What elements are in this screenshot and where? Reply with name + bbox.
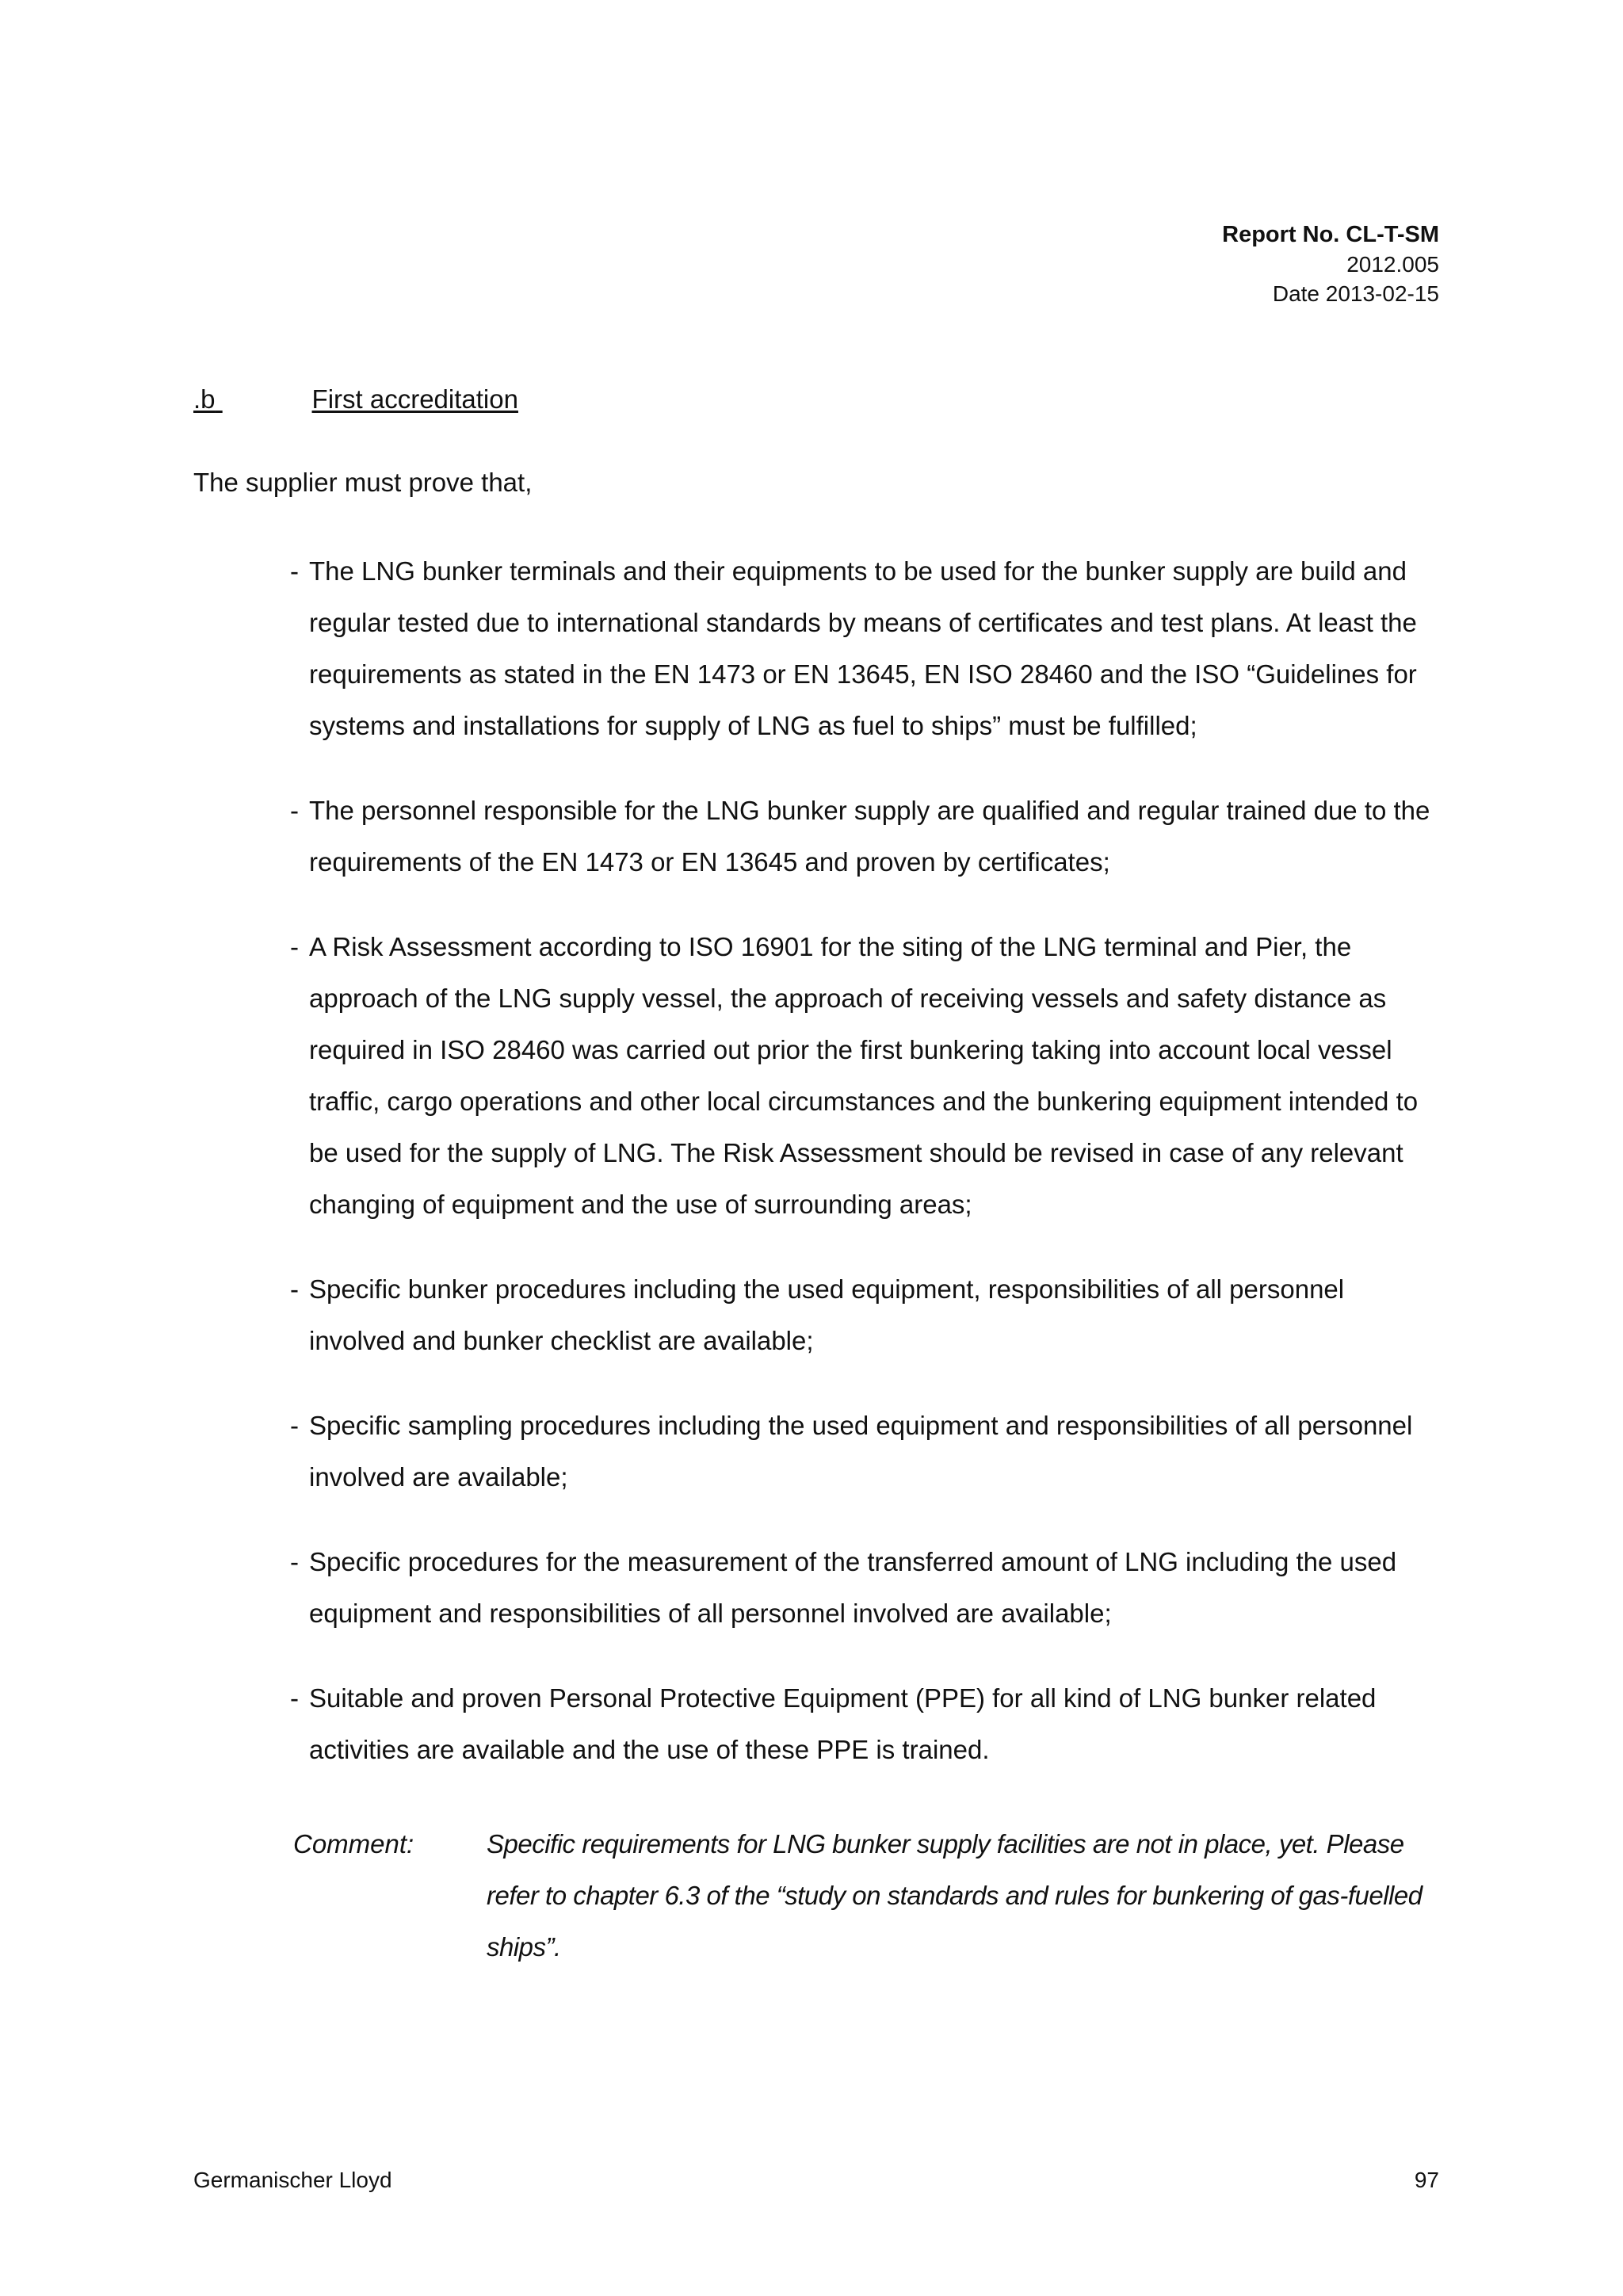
section-number: .b xyxy=(193,384,216,414)
list-item xyxy=(290,921,1447,1230)
footer-organization: Germanischer Lloyd xyxy=(193,2168,392,2192)
list-item xyxy=(290,1263,1447,1366)
bullet-dash: - xyxy=(290,1411,299,1440)
comment-block xyxy=(293,1818,1450,1973)
intro-text: The supplier must prove that, xyxy=(193,468,533,497)
requirement-text: Specific bunker procedures including the used equipment, responsibilities of all personnel involved and bunker checklist are available; xyxy=(309,1274,1345,1355)
page-number: 97 xyxy=(1414,2168,1439,2192)
report-number: Report No. CL-T-SM xyxy=(1222,222,1439,247)
list-item xyxy=(290,1400,1447,1503)
section-title: First accreditation xyxy=(311,384,518,414)
report-header xyxy=(1222,220,1439,308)
list-item xyxy=(290,1536,1447,1639)
list-item xyxy=(290,785,1447,888)
bullet-dash: - xyxy=(290,556,299,586)
bullet-dash: - xyxy=(290,1547,299,1576)
requirement-text: The personnel responsible for the LNG bunker supply are qualified and regular trained due to the requirements of the EN 1473 or EN 13645 and proven by certificates; xyxy=(309,796,1430,877)
section-heading xyxy=(193,384,518,415)
requirement-text: The LNG bunker terminals and their equipments to be used for the bunker supply are build and regular tested due to international standards by means of certificates and test plans. At least the requirements as stated in the EN 1473 or EN 13645, EN ISO 28460 and the ISO “Guidelines for systems and installations for supply of LNG as fuel to ships” must be fulfilled; xyxy=(309,556,1417,740)
requirement-text: Suitable and proven Personal Protective Equipment (PPE) for all kind of LNG bunker related activities are available and the use of these PPE is trained. xyxy=(309,1683,1377,1764)
section-heading-gap xyxy=(216,384,312,415)
comment-label: Comment: xyxy=(293,1829,414,1859)
bullet-dash: - xyxy=(290,796,299,825)
requirements-list xyxy=(290,545,1447,1809)
report-number-continued: 2012.005 xyxy=(1346,252,1439,277)
requirement-text: Specific procedures for the measurement of the transferred amount of LNG including the used equipment and responsibilities of all personnel involved are available; xyxy=(309,1547,1397,1628)
comment-text: Specific requirements for LNG bunker supply facilities are not in place, yet. Please refer to chapter 6.3 of the “study on standards and rules for bunkering of gas-fuelled ships”. xyxy=(487,1829,1423,1962)
requirement-text: Specific sampling procedures including the used equipment and responsibilities of all personnel involved are available; xyxy=(309,1411,1413,1492)
requirement-text: A Risk Assessment according to ISO 16901 for the siting of the LNG terminal and Pier, the approach of the LNG supply vessel, the approach of receiving vessels and safety distance as required in ISO 28460 was carried out prior the first bunkering taking into account local vessel traffic, cargo operations and other local circumstances and the bunkering equipment intended to be used for the supply of LNG. The Risk Assessment should be revised in case of any relevant changing of equipment and the use of surrounding areas; xyxy=(309,932,1419,1219)
bullet-dash: - xyxy=(290,932,299,961)
bullet-dash: - xyxy=(290,1683,299,1713)
report-date: Date 2013-02-15 xyxy=(1272,281,1439,306)
bullet-dash: - xyxy=(290,1274,299,1304)
list-item xyxy=(290,1672,1447,1775)
list-item xyxy=(290,545,1447,751)
